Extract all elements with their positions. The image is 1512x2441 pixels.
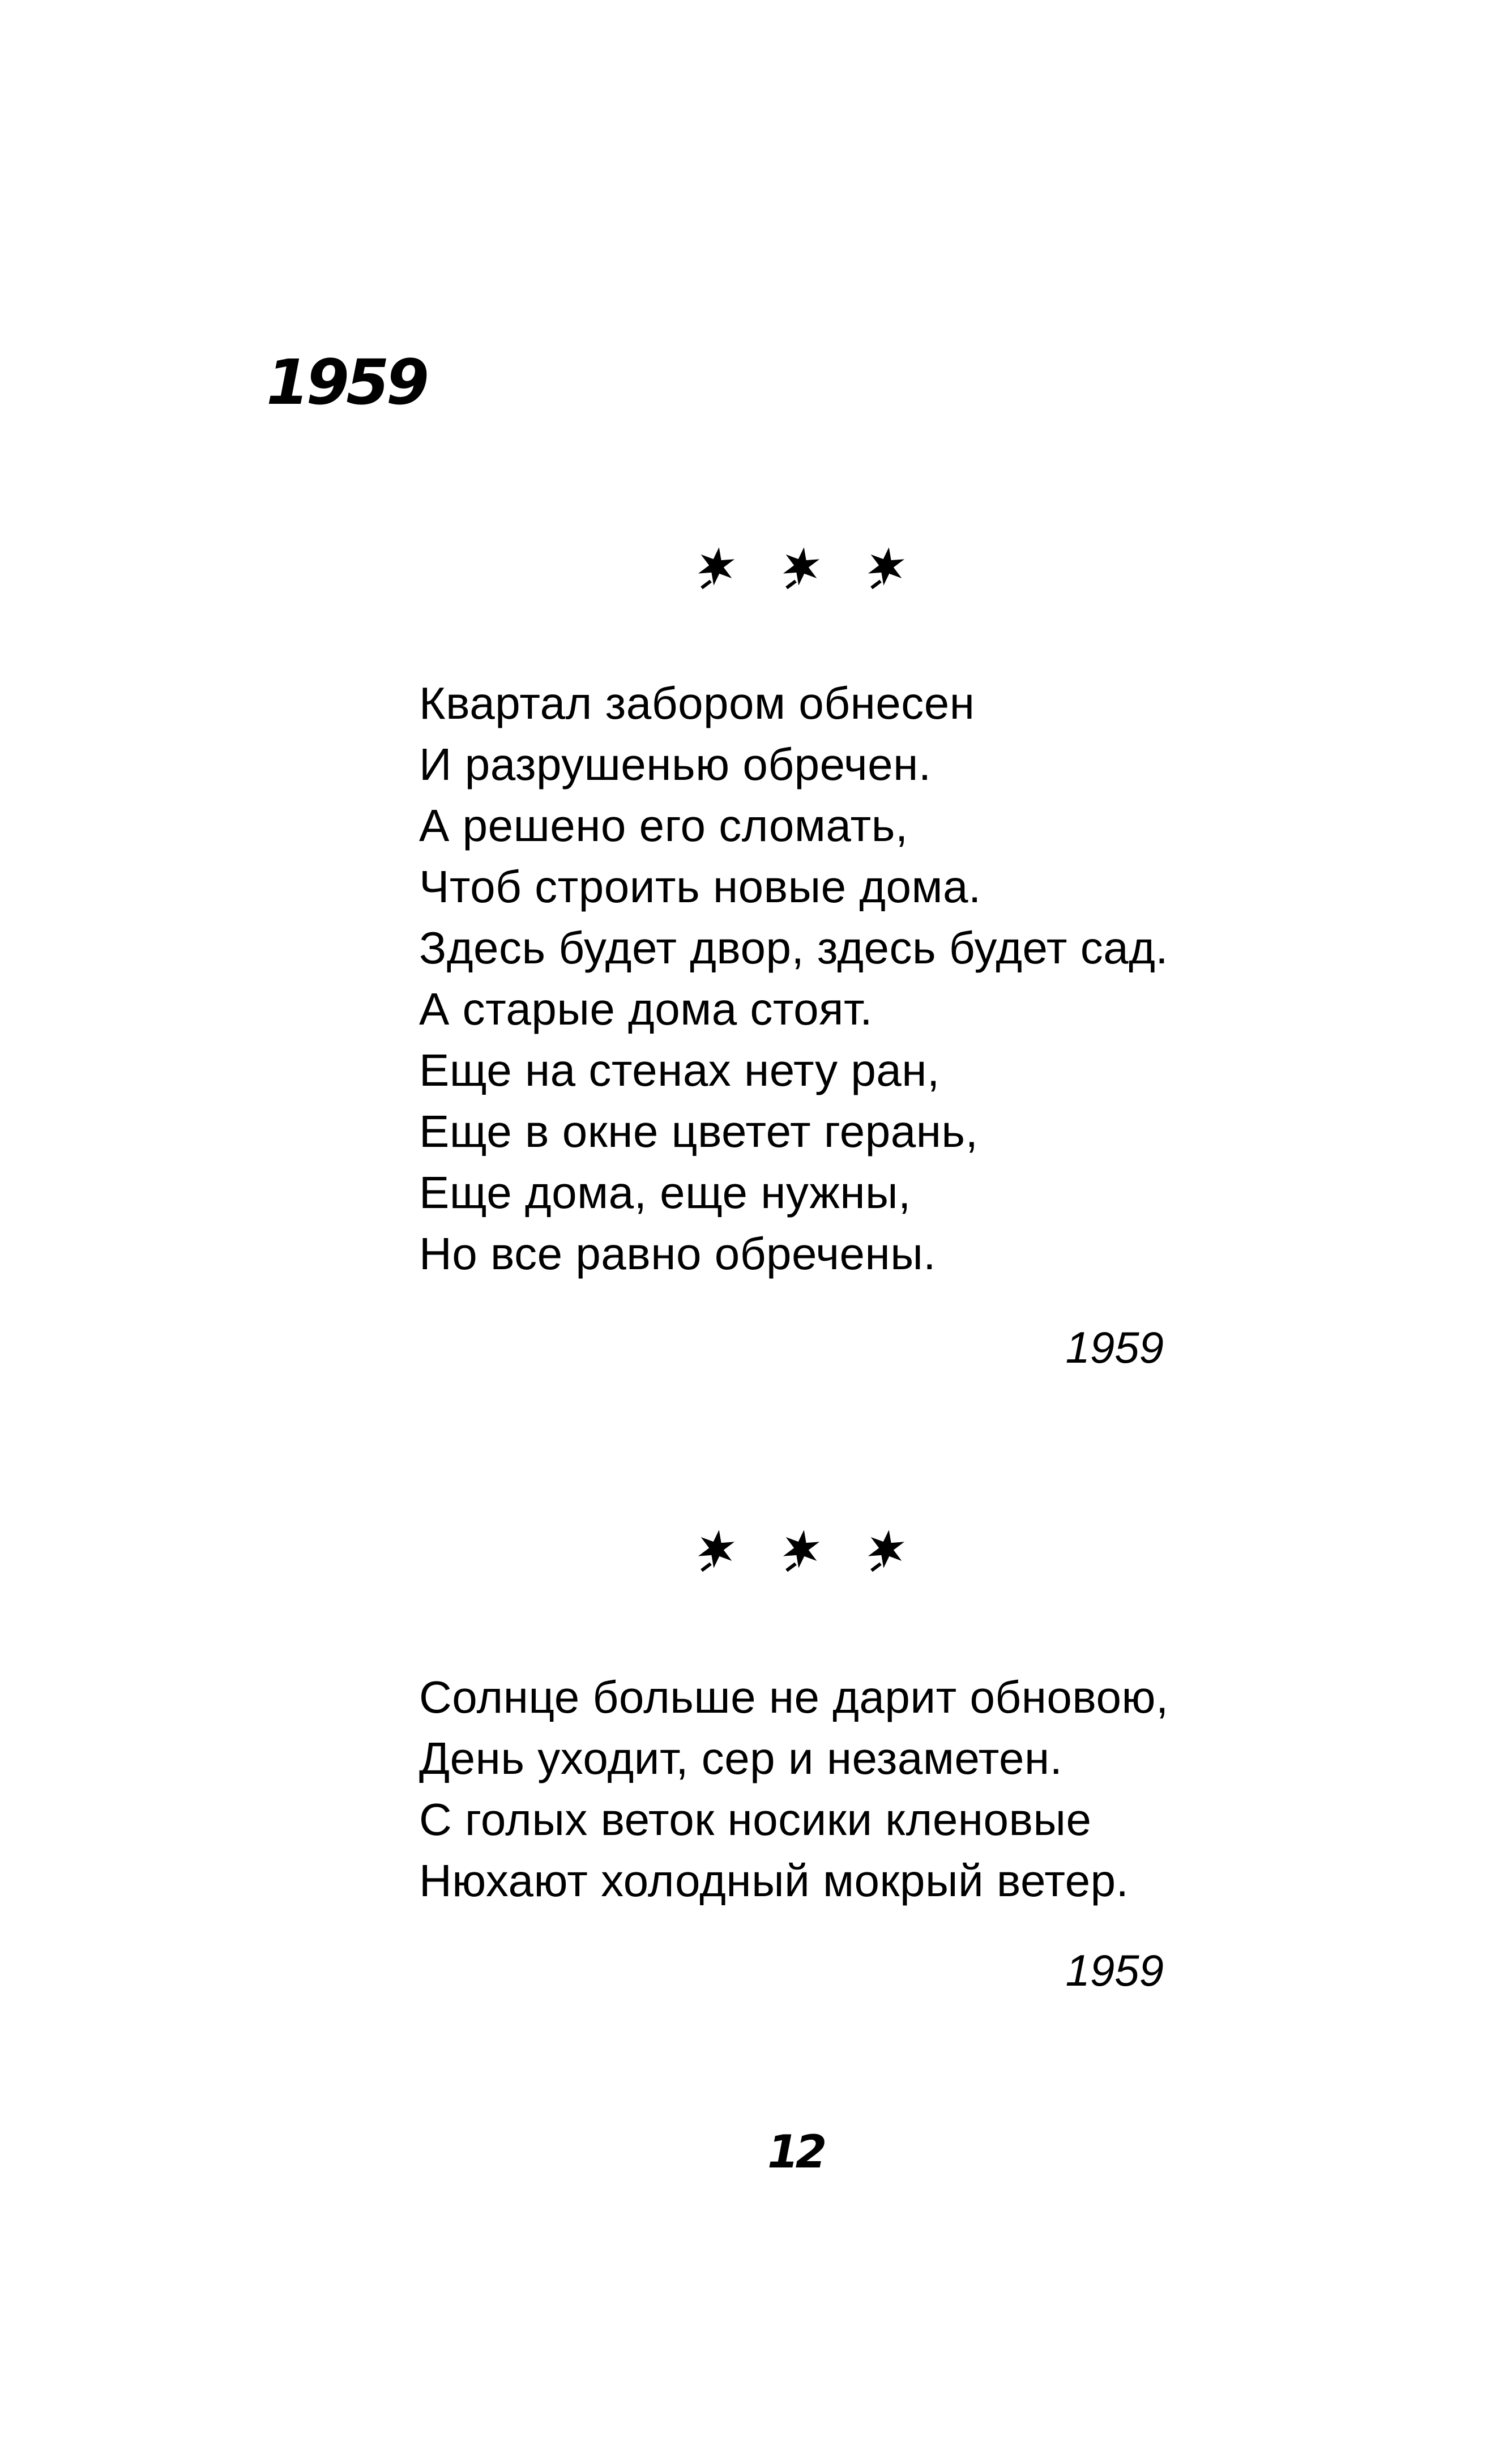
poem-line: Нюхают холодный мокрый ветер.: [419, 1855, 1129, 1906]
poem-separator: [697, 535, 906, 598]
asterisk-icon: [697, 544, 736, 589]
poem-line: День уходит, сер и незаметен.: [419, 1733, 1063, 1783]
poem-line: Еще в окне цветет герань,: [419, 1106, 979, 1157]
poem-line: Здесь будет двор, здесь будет сад.: [419, 923, 1169, 973]
poem-line: Чтоб строить новые дома.: [419, 861, 981, 912]
poem-line: А решено его сломать,: [419, 800, 908, 851]
asterisk-icon: [866, 544, 906, 589]
asterisk-icon: [781, 1526, 821, 1572]
poem-separator: [697, 1518, 906, 1580]
asterisk-icon: [866, 1526, 906, 1572]
poem-line: Еще дома, еще нужны,: [419, 1167, 911, 1218]
poem-2-text: [419, 1667, 1169, 1911]
running-header-year: 1959: [266, 346, 426, 419]
asterisk-icon: [781, 544, 821, 589]
poem-line: А старые дома стоят.: [419, 984, 873, 1034]
poem-line: Но все равно обречены.: [419, 1228, 936, 1279]
poem-line: Солнце больше не дарит обновою,: [419, 1672, 1169, 1722]
poem-line: Квартал забором обнесен: [419, 678, 975, 728]
poem-2-year: 1959: [1065, 1945, 1164, 1995]
poem-line: С голых веток носики кленовые: [419, 1794, 1092, 1845]
poem-line: Еще на стенах нету ран,: [419, 1045, 940, 1095]
poem-1-text: [419, 673, 1168, 1284]
page-number: 12: [767, 2126, 824, 2178]
asterisk-icon: [697, 1526, 736, 1572]
poem-line: И разрушенью обречен.: [419, 739, 932, 790]
poem-1-year: 1959: [1065, 1322, 1164, 1372]
